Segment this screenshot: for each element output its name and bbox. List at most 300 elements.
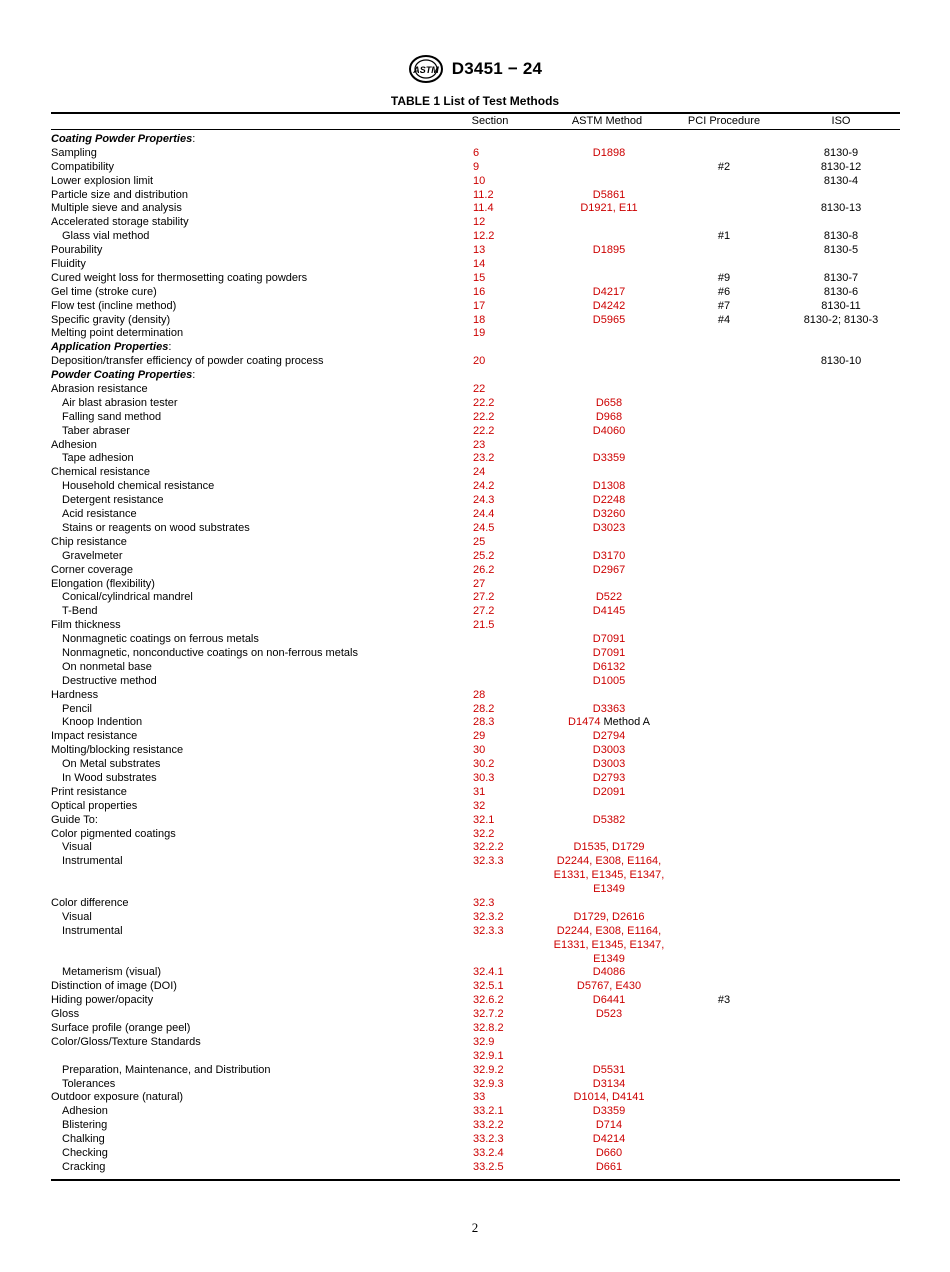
section-heading-text: Powder Coating Properties [51, 369, 193, 382]
astm-method-link[interactable]: D2244, E308, E1164, E1331, E1345, E1347, E1349 [553, 924, 665, 965]
iso-standard: 8130-6 [823, 285, 859, 298]
astm-method-cell [539, 244, 679, 258]
section-heading-text: Application Properties [51, 341, 169, 354]
table-row [51, 161, 900, 175]
astm-method-link[interactable]: D1898 [592, 146, 626, 159]
table-row [51, 855, 900, 897]
section-reference-link[interactable]: 26.2 [473, 563, 495, 576]
astm-method-cell [539, 1147, 679, 1161]
astm-method-link[interactable]: D5531 [592, 1063, 626, 1076]
astm-method-cell [539, 730, 679, 744]
table-row [51, 494, 900, 508]
table-row [51, 689, 900, 703]
property-name: Household chemical resistance [62, 480, 215, 493]
astm-method-cell [539, 855, 679, 897]
section-reference-link[interactable]: 22 [473, 383, 486, 396]
section-reference-link[interactable]: 17 [473, 299, 486, 312]
table-row [51, 355, 900, 369]
property-name: Taber abraser [62, 424, 130, 437]
property-name: Hardness [51, 688, 99, 701]
property-name: Hiding power/opacity [51, 994, 154, 1007]
astm-method-cell [539, 1133, 679, 1147]
property-name: Impact resistance [51, 730, 138, 743]
column-header-section: Section [471, 115, 509, 127]
column-header-pci: PCI Procedure [687, 115, 761, 127]
astm-method-link[interactable]: D3003 [592, 744, 626, 757]
section-reference-link[interactable]: 11.2 [473, 188, 494, 201]
astm-method-link[interactable]: D6441 [592, 994, 626, 1007]
astm-method-cell [539, 147, 679, 161]
astm-method-cell [539, 911, 679, 925]
property-name: Outdoor exposure (natural) [51, 1091, 184, 1104]
table-row [51, 425, 900, 439]
astm-method-cell [539, 286, 679, 300]
table-row [51, 189, 900, 203]
table-row [51, 147, 900, 161]
property-name: In Wood substrates [62, 771, 157, 784]
astm-method-cell [539, 716, 679, 730]
astm-method-link[interactable]: D3003 [592, 758, 626, 771]
property-name: Color pigmented coatings [51, 827, 176, 840]
section-reference-link[interactable]: 15 [473, 271, 486, 284]
property-name: T-Bend [62, 605, 98, 618]
astm-method-cell [539, 744, 679, 758]
table-row [51, 966, 900, 980]
astm-method-link[interactable]: D4242 [592, 299, 626, 312]
astm-method-cell [539, 661, 679, 675]
table-row [51, 564, 900, 578]
astm-method-link[interactable]: D661 [595, 1160, 623, 1173]
iso-standard: 8130-2; 8130-3 [803, 313, 879, 326]
property-name: Chalking [62, 1133, 105, 1146]
table-row [51, 619, 900, 633]
table-row [51, 647, 900, 661]
astm-method-cell [539, 1119, 679, 1133]
table-row [51, 814, 900, 828]
astm-method-note: Method A [600, 716, 650, 729]
astm-method-cell [539, 480, 679, 494]
astm-method-cell [539, 411, 679, 425]
table-row [51, 480, 900, 494]
astm-method-link[interactable]: D523 [595, 1008, 623, 1021]
section-reference-link[interactable]: 27 [473, 577, 486, 590]
table-row [51, 1133, 900, 1147]
property-name: Chemical resistance [51, 466, 151, 479]
section-reference-link[interactable]: 32.3.3 [473, 924, 504, 937]
table-row [51, 1036, 900, 1050]
section-reference-link[interactable]: 16 [473, 285, 486, 298]
section-reference-link[interactable]: 11.4 [473, 202, 494, 215]
astm-method-cell [539, 703, 679, 717]
property-name: Blistering [62, 1119, 108, 1132]
astm-method-link[interactable]: D2244, E308, E1164, E1331, E1345, E1347, E1349 [553, 855, 665, 896]
property-name: Acid resistance [62, 508, 137, 521]
astm-method-link[interactable]: D522 [595, 591, 623, 604]
table-row [51, 605, 900, 619]
astm-method-link[interactable]: D714 [595, 1119, 623, 1132]
section-reference-link[interactable]: 32.5.1 [473, 980, 504, 993]
property-name: Accelerated storage stability [51, 216, 189, 229]
table-row [51, 730, 900, 744]
section-reference-link[interactable]: 32.3.2 [473, 910, 504, 923]
astm-method-link[interactable]: D3023 [592, 521, 626, 534]
table-row [51, 244, 900, 258]
section-reference-link[interactable]: 32.2 [473, 827, 495, 840]
property-name: Color difference [51, 897, 129, 909]
astm-method-cell [539, 494, 679, 508]
astm-method-cell [539, 647, 679, 661]
section-reference-link[interactable]: 27.2 [473, 605, 495, 618]
astm-logo-icon [408, 54, 444, 84]
table-row [51, 1022, 900, 1036]
astm-method-link[interactable]: D968 [595, 410, 623, 423]
pci-procedure: #2 [717, 160, 731, 173]
property-name: Visual [62, 841, 92, 854]
astm-method-link[interactable]: D3170 [592, 549, 626, 562]
astm-method-cell [539, 1161, 679, 1175]
astm-method-link[interactable]: D7091 [592, 646, 626, 659]
pci-procedure: #1 [717, 230, 731, 243]
section-reference-link[interactable]: 13 [473, 244, 486, 257]
astm-method-link[interactable]: D658 [595, 396, 623, 409]
table-row [51, 980, 900, 994]
astm-method-cell [539, 189, 679, 203]
property-name: Instrumental [62, 855, 123, 868]
iso-standard: 8130-5 [823, 244, 859, 257]
table-row [51, 1091, 900, 1105]
property-name: Nonmagnetic, nonconductive coatings on non-ferrous metals [62, 646, 358, 659]
astm-method-link[interactable]: D4217 [592, 285, 626, 298]
section-reference-link[interactable]: 28.2 [473, 702, 495, 715]
astm-method-link[interactable]: D2793 [592, 771, 626, 784]
property-name: Visual [62, 910, 92, 923]
property-name: Tolerances [62, 1077, 116, 1090]
astm-method-cell [539, 522, 679, 536]
iso-standard: 8130-10 [820, 355, 862, 368]
section-reference-link[interactable]: 28 [473, 688, 486, 701]
pci-procedure: #3 [717, 994, 731, 1007]
section-reference-link[interactable]: 30.2 [473, 758, 495, 771]
property-name: Adhesion [62, 1105, 108, 1118]
astm-method-cell [539, 633, 679, 647]
section-reference-link[interactable]: 32.7.2 [473, 1008, 504, 1021]
table-row [51, 744, 900, 758]
table-row [51, 994, 900, 1008]
section-reference-link[interactable]: 22.2 [473, 424, 495, 437]
section-heading: Application Properties: [51, 341, 172, 354]
property-name: Guide To: [51, 813, 98, 826]
astm-method-link[interactable]: D1729, D2616 [573, 910, 645, 923]
astm-method-link[interactable]: D2967 [592, 563, 626, 576]
column-header-iso: ISO [831, 115, 851, 127]
property-name: Multiple sieve and analysis [51, 202, 182, 215]
property-name: Conical/cylindrical mandrel [62, 591, 193, 604]
table-row [51, 327, 900, 341]
section-reference-link[interactable]: 24.2 [473, 480, 495, 493]
svg-text:ASTM: ASTM [413, 65, 439, 75]
table-row [51, 1105, 900, 1119]
section-reference-link[interactable]: 32.9.1 [473, 1049, 504, 1062]
property-name: Cured weight loss for thermosetting coating powders [51, 271, 308, 284]
section-reference-link[interactable]: 18 [473, 313, 486, 326]
section-reference-link[interactable]: 28.3 [473, 716, 495, 729]
pci-procedure: #9 [717, 271, 731, 284]
table-row [51, 716, 900, 730]
table-row [51, 397, 900, 411]
section-reference-link[interactable]: 32.9 [473, 1035, 495, 1048]
table-row [51, 661, 900, 675]
table-row [51, 508, 900, 522]
astm-method-cell [539, 841, 679, 855]
astm-method-link[interactable]: D1005 [592, 674, 626, 687]
property-name: Pencil [62, 702, 92, 715]
iso-standard: 8130-11 [821, 299, 861, 312]
iso-standard: 8130-7 [823, 271, 859, 284]
section-reference-link[interactable]: 24.4 [473, 508, 495, 521]
table-row [51, 522, 900, 536]
section-reference-link[interactable]: 12.2 [473, 230, 495, 243]
table-group-heading [51, 369, 900, 383]
property-name: Elongation (flexibility) [51, 577, 155, 590]
table-group-heading [51, 133, 900, 147]
astm-method-cell [539, 397, 679, 411]
astm-method-link[interactable]: D3359 [592, 1105, 626, 1118]
property-name: Sampling [51, 146, 97, 159]
astm-method-link[interactable]: D2091 [592, 785, 626, 798]
astm-method-cell [539, 564, 679, 578]
astm-method-cell [539, 814, 679, 828]
section-reference-link[interactable]: 33.2.5 [473, 1160, 504, 1173]
property-name: Tape adhesion [62, 452, 134, 465]
property-name: Deposition/transfer efficiency of powder coating process [51, 355, 324, 368]
section-reference-link[interactable]: 32.2.2 [473, 841, 504, 854]
section-reference-link[interactable]: 6 [473, 146, 480, 159]
section-reference-link[interactable]: 32.1 [473, 813, 495, 826]
astm-method-cell [539, 966, 679, 980]
astm-method-link[interactable]: D1014, D4141 [573, 1091, 645, 1104]
table-row [51, 536, 900, 550]
astm-method-cell [539, 994, 679, 1008]
astm-method-link[interactable]: D2794 [592, 730, 626, 743]
property-name: Falling sand method [62, 410, 162, 423]
section-reference-link[interactable]: 19 [473, 327, 486, 340]
astm-method-link[interactable]: D3363 [592, 702, 626, 715]
section-heading: Powder Coating Properties: [51, 369, 196, 382]
astm-method-link[interactable]: D5965 [592, 313, 626, 326]
property-name: Checking [62, 1147, 108, 1160]
property-name: Gravelmeter [62, 549, 123, 562]
section-reference-link[interactable]: 32.3 [473, 897, 495, 909]
table-row [51, 591, 900, 605]
section-reference-link[interactable]: 32.4.1 [473, 966, 504, 979]
section-reference-link[interactable]: 24.3 [473, 494, 495, 507]
astm-method-cell [539, 202, 679, 216]
section-reference-link[interactable]: 32.8.2 [473, 1022, 504, 1035]
astm-method-link[interactable]: D3359 [592, 452, 626, 465]
section-reference-link[interactable]: 22.2 [473, 396, 495, 409]
section-reference-link[interactable]: 32.6.2 [473, 994, 504, 1007]
document-header [0, 54, 950, 84]
section-reference-link[interactable]: 31 [473, 785, 486, 798]
astm-method-link[interactable]: D4145 [592, 605, 626, 618]
table-row [51, 439, 900, 453]
section-reference-link[interactable]: 27.2 [473, 591, 495, 604]
property-name: Metamerism (visual) [62, 966, 162, 979]
astm-method-link[interactable]: D3134 [592, 1077, 626, 1090]
table-row [51, 800, 900, 814]
section-reference-link[interactable]: 25.2 [473, 549, 495, 562]
property-name: On Metal substrates [62, 758, 161, 771]
table-bottom-rule [51, 1179, 900, 1181]
section-reference-link[interactable]: 29 [473, 730, 486, 743]
astm-method-cell [539, 1091, 679, 1105]
property-name: Air blast abrasion tester [62, 396, 178, 409]
astm-method-cell [539, 550, 679, 564]
astm-method-cell [539, 758, 679, 772]
section-reference-link[interactable]: 32.3.3 [473, 855, 504, 868]
astm-method-link[interactable]: D3260 [592, 508, 626, 521]
pci-procedure: #6 [717, 285, 731, 298]
table-row [51, 1161, 900, 1175]
table-row [51, 1064, 900, 1078]
table-row [51, 786, 900, 800]
property-name: Film thickness [51, 619, 121, 632]
section-reference-link[interactable]: 20 [473, 355, 486, 368]
property-name: Nonmagnetic coatings on ferrous metals [62, 633, 259, 646]
table-row [51, 578, 900, 592]
property-name: Stains or reagents on wood substrates [62, 521, 250, 534]
section-reference-link[interactable]: 22.2 [473, 410, 495, 423]
astm-method-link[interactable]: D1474 [568, 716, 601, 729]
property-name: Abrasion resistance [51, 383, 148, 396]
astm-method-link[interactable]: D660 [595, 1147, 623, 1160]
table-row [51, 1119, 900, 1133]
astm-method-cell [539, 605, 679, 619]
property-name: Detergent resistance [62, 494, 164, 507]
section-reference-link[interactable]: 24 [473, 466, 486, 479]
table-row [51, 175, 900, 189]
property-name: On nonmetal base [62, 660, 152, 673]
section-reference-link[interactable]: 25 [473, 535, 486, 548]
table-row [51, 841, 900, 855]
property-name: Pourability [51, 244, 103, 257]
astm-method-link[interactable]: D4060 [592, 424, 626, 437]
table-row [51, 466, 900, 480]
astm-method-link[interactable]: D1308 [592, 480, 626, 493]
astm-method-link[interactable]: D7091 [592, 633, 626, 646]
property-name: Chip resistance [51, 535, 127, 548]
table-row [51, 383, 900, 397]
property-name: Particle size and distribution [51, 188, 188, 201]
section-reference-link[interactable]: 9 [473, 160, 480, 173]
property-name: Glass vial method [62, 230, 150, 243]
astm-method-cell [539, 925, 679, 967]
property-name: Corner coverage [51, 563, 133, 576]
section-reference-link[interactable]: 23 [473, 438, 486, 451]
table-row [51, 216, 900, 230]
astm-method-cell [539, 314, 679, 328]
section-reference-link[interactable]: 21.5 [473, 619, 495, 632]
iso-standard: 8130-4 [823, 174, 859, 187]
section-reference-link[interactable]: 33.2.1 [473, 1105, 504, 1118]
section-reference-link[interactable]: 30 [473, 744, 486, 757]
section-reference-link[interactable]: 32 [473, 799, 486, 812]
section-reference-link[interactable]: 14 [473, 258, 486, 271]
section-reference-link[interactable]: 32.9.3 [473, 1077, 504, 1090]
astm-method-link[interactable]: D5767, E430 [576, 980, 642, 993]
property-name: Compatibility [51, 160, 114, 173]
property-name: Preparation, Maintenance, and Distribution [62, 1063, 271, 1076]
table-row [51, 230, 900, 244]
table-row [51, 300, 900, 314]
property-name: Flow test (incline method) [51, 299, 177, 312]
section-heading-text: Coating Powder Properties [51, 133, 193, 145]
table-row [51, 772, 900, 786]
astm-method-cell [539, 1064, 679, 1078]
astm-method-cell [539, 980, 679, 994]
property-name: Molting/blocking resistance [51, 744, 184, 757]
astm-method-link[interactable]: D5382 [592, 813, 626, 826]
property-name: Adhesion [51, 438, 97, 451]
table-row [51, 897, 900, 911]
section-reference-link[interactable]: 33.2.3 [473, 1133, 504, 1146]
section-heading: Coating Powder Properties: [51, 133, 196, 145]
table-header-rule [51, 129, 900, 130]
property-name: Lower explosion limit [51, 174, 154, 187]
table-row [51, 272, 900, 286]
section-reference-link[interactable]: 30.3 [473, 771, 495, 784]
iso-standard: 8130-13 [820, 202, 862, 215]
section-reference-link[interactable]: 23.2 [473, 452, 495, 465]
table-row [51, 1050, 900, 1064]
astm-method-cell [539, 508, 679, 522]
property-name: Print resistance [51, 785, 127, 798]
astm-method-link[interactable]: D2248 [592, 494, 626, 507]
table-row [51, 703, 900, 717]
table-row [51, 1078, 900, 1092]
section-reference-link[interactable]: 33.2.4 [473, 1147, 504, 1160]
section-reference-link[interactable]: 12 [473, 216, 486, 229]
iso-standard: 8130-8 [823, 230, 859, 243]
property-name: Gloss [51, 1008, 80, 1021]
table-row [51, 911, 900, 925]
table-row [51, 828, 900, 842]
astm-method-link[interactable]: D1535, D1729 [573, 841, 645, 854]
section-reference-link[interactable]: 33.2.2 [473, 1119, 504, 1132]
astm-method-cell [539, 425, 679, 439]
astm-method-cell [539, 452, 679, 466]
astm-method-link[interactable]: D4086 [592, 966, 626, 979]
section-reference-link[interactable]: 24.5 [473, 521, 495, 534]
section-reference-link[interactable]: 33 [473, 1091, 486, 1104]
astm-method-link[interactable]: D1895 [592, 244, 626, 257]
astm-method-link[interactable]: D6132 [592, 660, 626, 673]
table-row [51, 758, 900, 772]
section-reference-link[interactable]: 10 [473, 174, 486, 187]
table-group-heading [51, 341, 900, 355]
table-row [51, 675, 900, 689]
table-row [51, 1008, 900, 1022]
astm-method-link[interactable]: D5861 [592, 188, 626, 201]
astm-method-link[interactable]: D1921, E11 [580, 202, 638, 215]
table-row [51, 411, 900, 425]
property-name: Knoop Indention [62, 716, 143, 729]
astm-method-link[interactable]: D4214 [592, 1133, 626, 1146]
section-reference-link[interactable]: 32.9.2 [473, 1063, 504, 1076]
astm-method-cell [539, 772, 679, 786]
pci-procedure: #7 [717, 299, 731, 312]
astm-method-cell [539, 675, 679, 689]
